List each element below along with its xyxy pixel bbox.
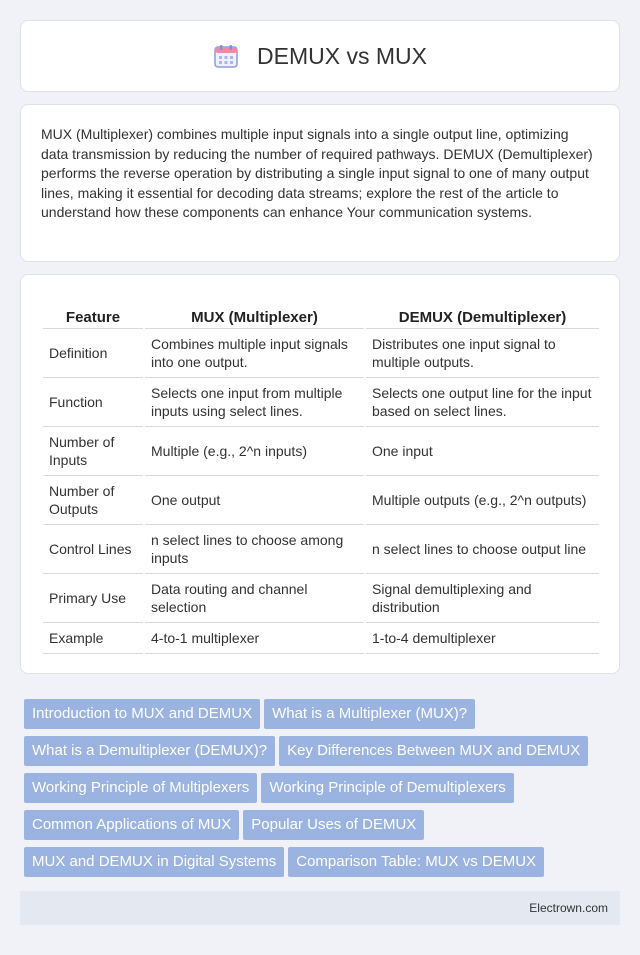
cell-mux: 4-to-1 multiplexer [145, 623, 364, 654]
cell-demux: One input [366, 427, 599, 476]
tag-link[interactable]: Working Principle of Multiplexers [24, 773, 257, 803]
table-header-row [43, 305, 599, 329]
table-row [43, 476, 599, 525]
cell-feature: Primary Use [43, 574, 143, 623]
cell-demux: 1-to-4 demultiplexer [366, 623, 599, 654]
cell-mux: Multiple (e.g., 2^n inputs) [145, 427, 364, 476]
header-feature: Feature [43, 305, 143, 329]
cell-feature: Function [43, 378, 143, 427]
tag-link[interactable]: What is a Demultiplexer (DEMUX)? [24, 736, 275, 766]
cell-demux: Signal demultiplexing and distribution [366, 574, 599, 623]
tag-link[interactable]: Key Differences Between MUX and DEMUX [279, 736, 588, 766]
cell-demux: Selects one output line for the input based on select lines. [366, 378, 599, 427]
comparison-table [41, 305, 601, 654]
related-topics [24, 699, 620, 884]
cell-feature: Example [43, 623, 143, 654]
table-row [43, 574, 599, 623]
table-row [43, 623, 599, 654]
table-row [43, 378, 599, 427]
tag-link[interactable]: Working Principle of Demultiplexers [261, 773, 513, 803]
tag-link[interactable]: Comparison Table: MUX vs DEMUX [288, 847, 544, 877]
header-demux: DEMUX (Demultiplexer) [366, 305, 599, 329]
calendar-icon [213, 43, 239, 69]
table-card [20, 274, 620, 674]
table-row [43, 329, 599, 378]
intro-paragraph: MUX (Multiplexer) combines multiple input signals into a single output line, optimizing data transmission by reducing the number of required pathways. DEMUX (Demultiplexer) performs the reverse operation by distributing a single input signal to one of many output lines, making it essential for decoding data streams; explore the rest of the article to understand how these components can enhance Your communication systems. [41, 126, 593, 221]
table-row [43, 525, 599, 574]
footer [20, 891, 620, 925]
cell-feature: Number of Inputs [43, 427, 143, 476]
cell-feature: Control Lines [43, 525, 143, 574]
cell-demux: n select lines to choose output line [366, 525, 599, 574]
page-title: DEMUX vs MUX [257, 42, 427, 69]
table-row [43, 427, 599, 476]
cell-mux: Data routing and channel selection [145, 574, 364, 623]
footer-brand[interactable]: Electrown.com [529, 901, 608, 915]
cell-mux: One output [145, 476, 364, 525]
cell-feature: Number of Outputs [43, 476, 143, 525]
header-mux: MUX (Multiplexer) [145, 305, 364, 329]
cell-feature: Definition [43, 329, 143, 378]
tag-link[interactable]: Common Applications of MUX [24, 810, 239, 840]
tag-link[interactable]: Introduction to MUX and DEMUX [24, 699, 260, 729]
tag-link[interactable]: MUX and DEMUX in Digital Systems [24, 847, 284, 877]
cell-demux: Multiple outputs (e.g., 2^n outputs) [366, 476, 599, 525]
header-card [20, 20, 620, 92]
cell-demux: Distributes one input signal to multiple outputs. [366, 329, 599, 378]
tag-link[interactable]: What is a Multiplexer (MUX)? [264, 699, 475, 729]
cell-mux: Selects one input from multiple inputs using select lines. [145, 378, 364, 427]
intro-card [20, 104, 620, 262]
tag-link[interactable]: Popular Uses of DEMUX [243, 810, 424, 840]
title-wrap [213, 43, 427, 70]
cell-mux: n select lines to choose among inputs [145, 525, 364, 574]
cell-mux: Combines multiple input signals into one output. [145, 329, 364, 378]
